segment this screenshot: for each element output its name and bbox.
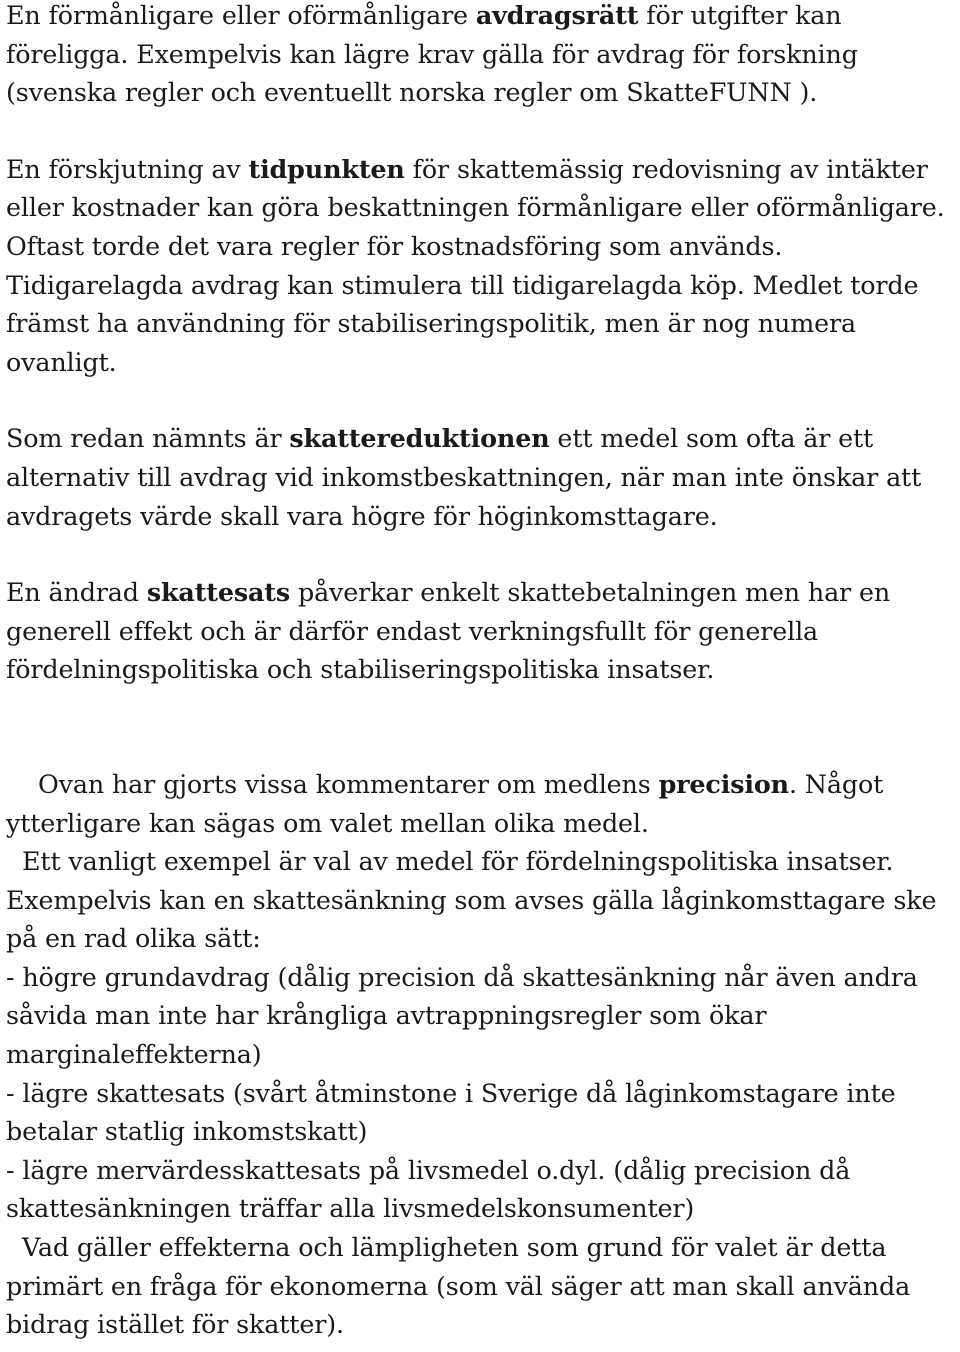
text-span: Ovan har gjorts vissa kommentarer om medlens	[38, 768, 659, 799]
list-item-basic-deduction: - högre grundavdrag (dålig precision då skattesänkning når även andra såvida man inte har krångliga avtrappningsregler som ökar marginaleffekterna)	[6, 961, 918, 1070]
paragraph-deduction-rights	[6, 0, 954, 112]
bold-term: skattesats	[146, 577, 291, 608]
paragraph-tax-rate	[6, 573, 954, 689]
paragraph-tax-reduction	[6, 419, 954, 535]
paragraph-conclusion: Vad gäller effekterna och lämpligheten som grund för valet är detta primärt en fråga för ekonomerna (som väl säger att man skall använda bidrag istället för skatter).	[6, 1232, 911, 1340]
paragraph-precision	[6, 765, 954, 842]
list-item-vat: - lägre mervärdesskattesats på livsmedel o.dyl. (dålig precision då skattesänkningen träffar alla livsmedelskonsumenter)	[6, 1154, 851, 1224]
text-span: för utgifter kan föreligga. Exempelvis kan lägre krav gälla för avdrag för forskning (svenska regler och eventuellt norska regler om SkatteFUNN ).	[6, 0, 858, 108]
paragraph-example: Ett vanligt exempel är val av medel för fördelningspolitiska insatser. Exempelvis kan en skattesänkning som avses gälla låginkomsttagare ske på en rad olika sätt:	[6, 846, 937, 954]
text-span: En ändrad	[6, 577, 147, 608]
text-span: ett medel som ofta är ett alternativ till avdrag vid inkomstbeskattningen, när man inte önskar att avdragets värde skall vara högre för höginkomsttagare.	[6, 423, 922, 531]
bold-term: avdragsrätt	[475, 0, 639, 30]
text-span: för skattemässig redovisning av intäkter eller kostnader kan göra beskattningen förmånligare eller oförmånligare. Oftast torde det vara regler för kostnadsföring som används. Tidigarelagda avdrag kan stimulera till tidigarelagda köp. Medlet torde främst ha användning för stabiliseringspolitik, men är nog numera ovanligt.	[6, 153, 945, 377]
text-span: Som redan nämnts är	[6, 423, 290, 454]
list-item-tax-rate: - lägre skattesats (svårt åtminstone i Sverige då låginkomstagare inte betalar statlig inkomstskatt)	[6, 1077, 896, 1147]
text-span: En förskjutning av	[6, 153, 249, 184]
bold-term: skattereduktionen	[289, 423, 550, 454]
text-span: . Något ytterligare kan sägas om valet mellan olika medel.	[6, 768, 884, 838]
paragraph-timing	[6, 150, 954, 382]
text-span: påverkar enkelt skattebetalningen men har en generell effekt och är därför endast verkningsfullt för generella fördelningspolitiska och stabiliseringspolitiska insatser.	[6, 577, 891, 685]
text-span: En förmånligare eller oförmånligare	[6, 0, 476, 30]
bold-term: precision	[658, 768, 789, 799]
bold-term: tidpunkten	[248, 153, 405, 184]
